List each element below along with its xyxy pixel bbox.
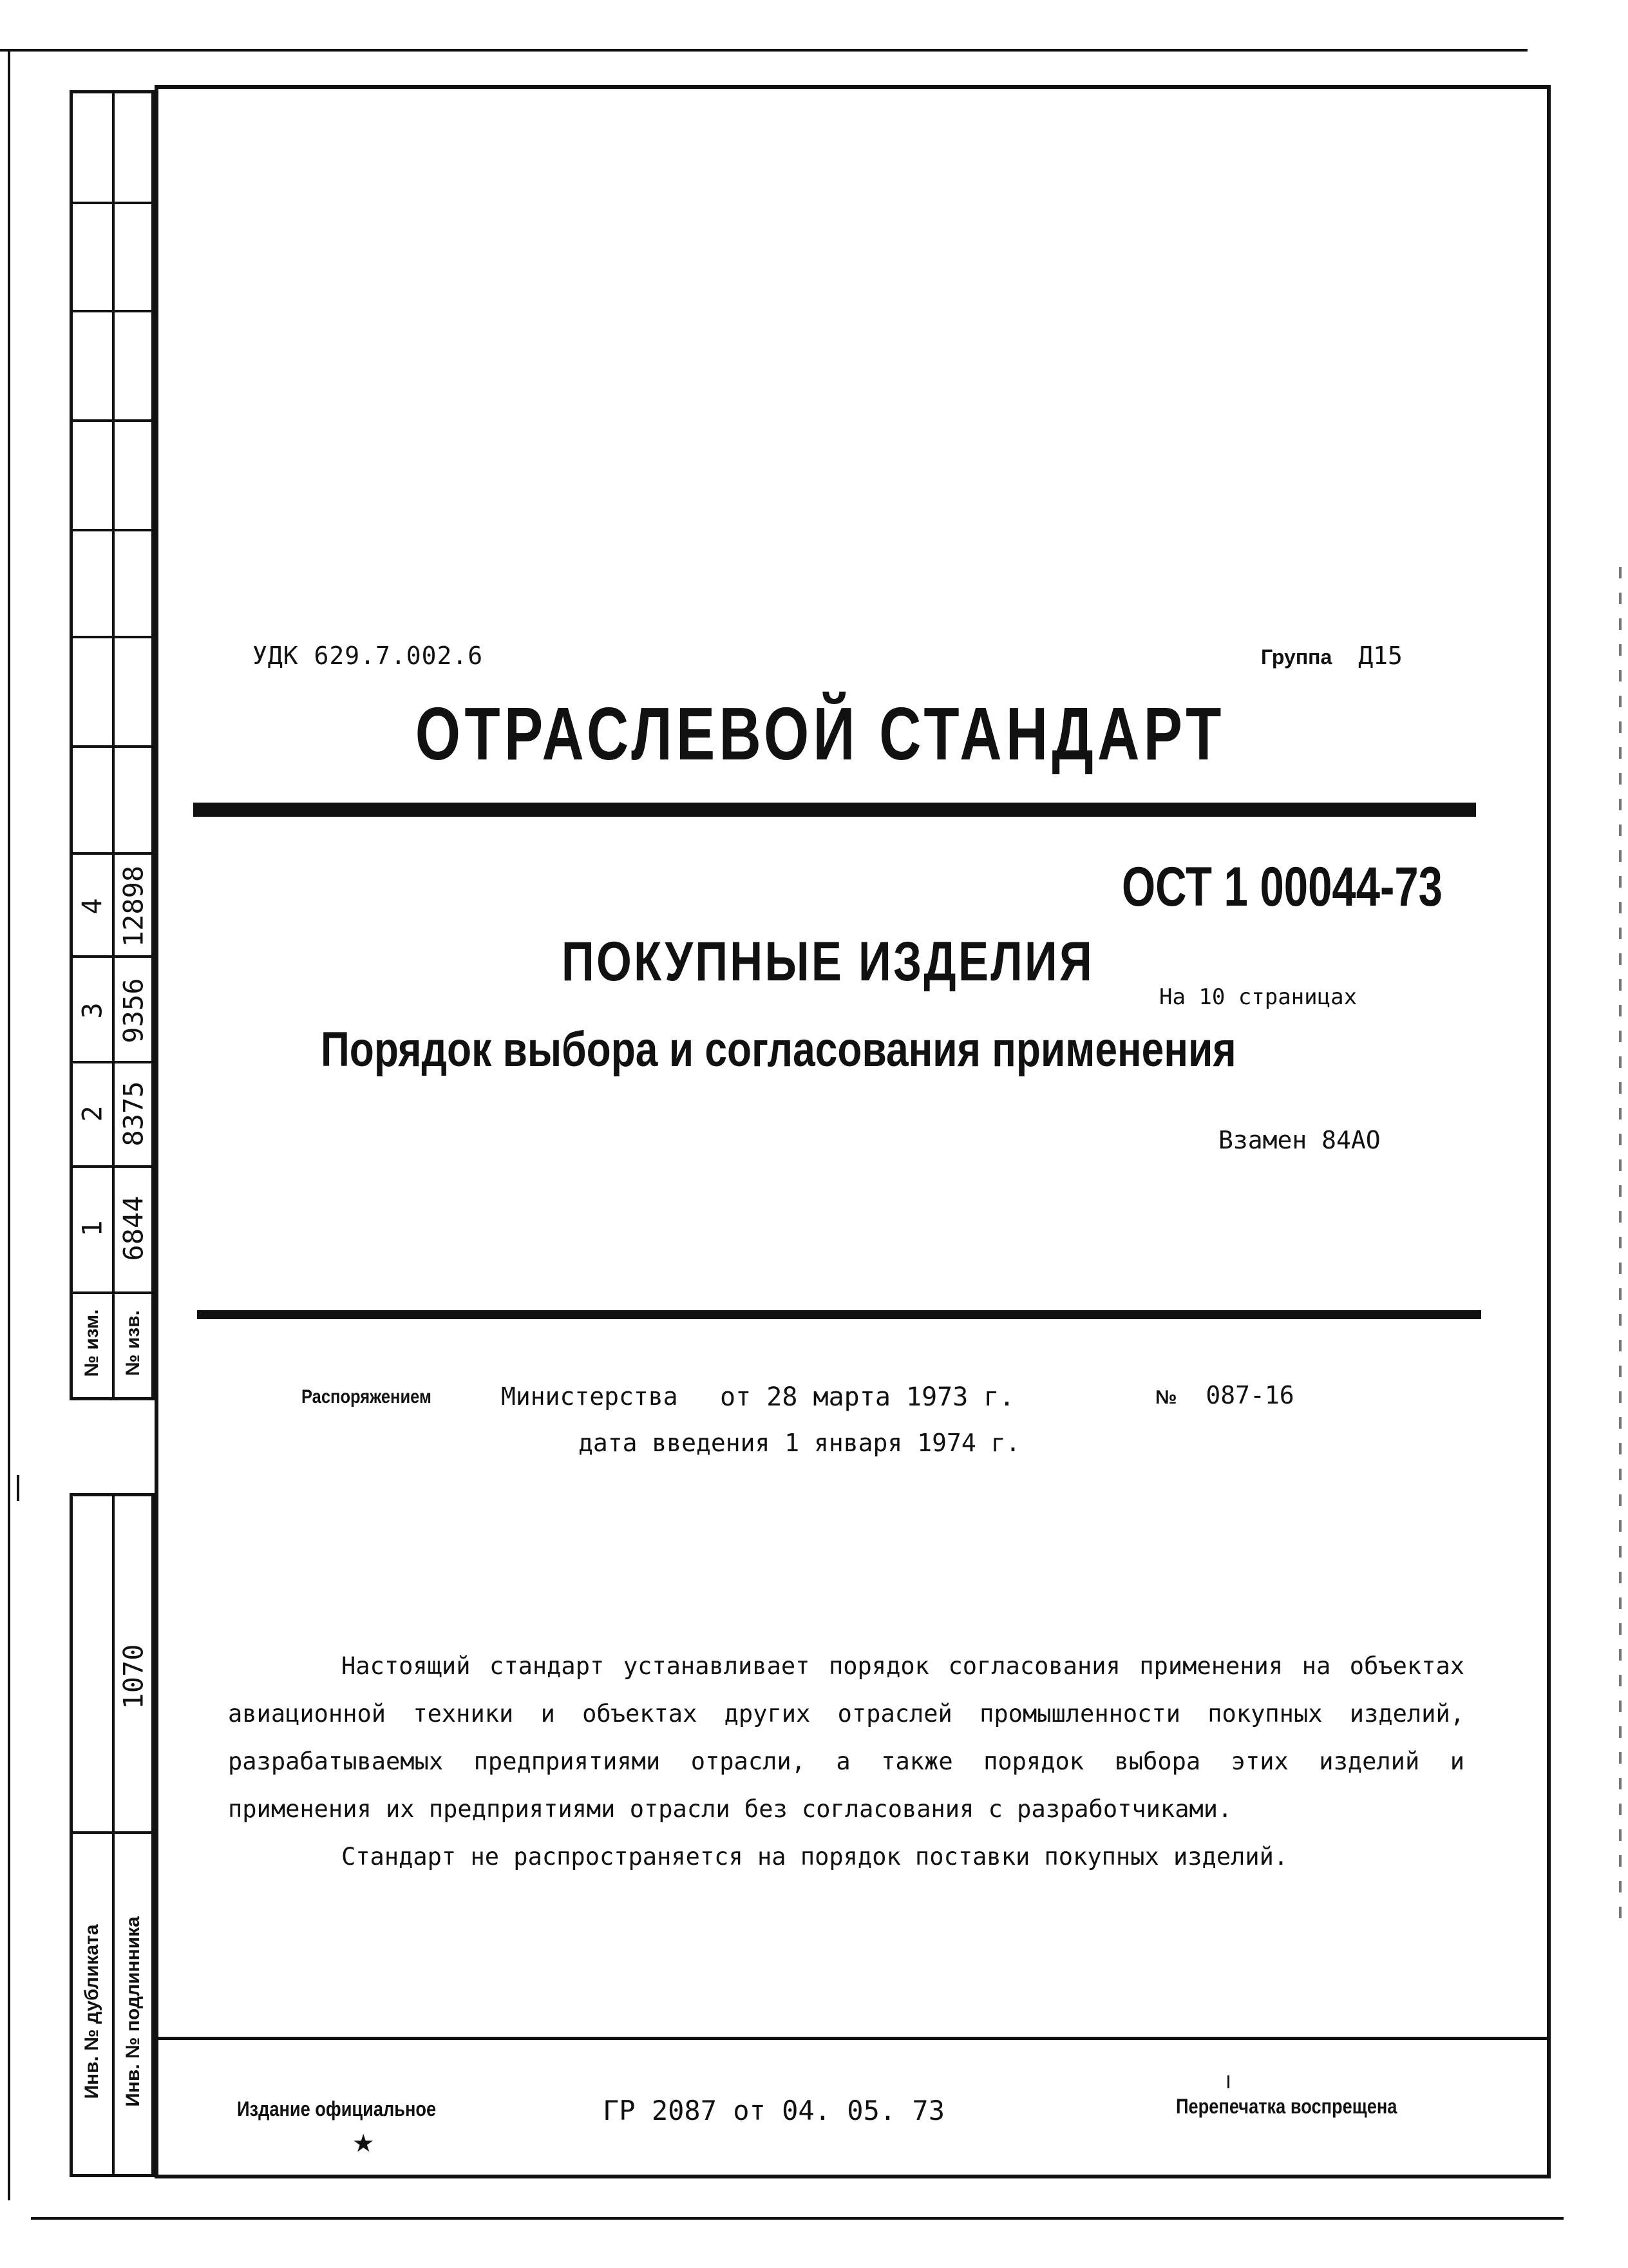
table-line <box>73 202 151 204</box>
changes-table <box>70 90 155 1400</box>
star-icon: ★ <box>353 2120 374 2160</box>
duplicate-inventory-label: Инв. № дубликата <box>81 1924 102 2099</box>
subject-heading: ПОКУПНЫЕ ИЗДЕЛИЯ <box>562 931 1094 993</box>
scan-artifact-line <box>1619 567 1622 1920</box>
page-count: На 10 страницах <box>1159 984 1358 1010</box>
table-line <box>73 1831 151 1834</box>
page-edge-bottom <box>31 2217 1564 2220</box>
standard-number: ОСТ 1 00044-73 <box>1122 856 1443 918</box>
change-number-1: 1 <box>76 1220 108 1237</box>
decree-date: от 28 марта 1973 г. <box>720 1382 1015 1412</box>
change-notice-label: № изв. <box>122 1310 144 1376</box>
body-paragraph-1: Настоящий стандарт устанавливает порядок согласования применения на объектах авиационной техники и объектах других отраслей промышленности покупных изделий, разрабатываемых предприятиями отрасли, а также порядок выбора этих изделий и применения их предприятиями отрасли без согласования с разработчиками. <box>228 1652 1464 1823</box>
replaces-note: Взамен 84АО <box>1218 1126 1381 1154</box>
table-line <box>73 955 151 958</box>
body-paragraph-2: Стандарт не распространяется на порядок поставки покупных изделий. <box>341 1843 1289 1871</box>
change-number-4: 4 <box>76 898 108 915</box>
footer-separator <box>156 2037 1549 2040</box>
table-line <box>73 529 151 531</box>
page-edge-left <box>8 49 10 2200</box>
table-line <box>73 419 151 422</box>
page-edge-top <box>0 49 1528 52</box>
udk-code: УДК 629.7.002.6 <box>252 642 484 670</box>
change-number-3: 3 <box>76 1002 108 1019</box>
decree-number-value: 087-16 <box>1206 1381 1294 1409</box>
margin-tick <box>17 1475 19 1501</box>
decree-organization: Министерства <box>501 1382 678 1411</box>
inventory-table <box>70 1493 155 2177</box>
group-value: Д15 <box>1358 642 1403 670</box>
decree-number <box>1155 1381 1294 1409</box>
original-inventory-label: Инв. № подлинника <box>122 1916 144 2107</box>
change-number-2: 2 <box>76 1105 108 1122</box>
change-notice-4: 12898 <box>117 865 149 948</box>
change-notice-3: 9356 <box>117 978 149 1043</box>
registration-number: ГР 2087 от 04. 05. 73 <box>603 2095 945 2126</box>
subtitle: Порядок выбора и согласования применения <box>321 1022 1236 1077</box>
table-line <box>73 310 151 312</box>
change-notice-1: 6844 <box>117 1196 149 1261</box>
decree-number-label: № <box>1155 1387 1177 1408</box>
introduction-date: дата введения 1 января 1974 г. <box>578 1429 1021 1457</box>
decree-label: Распоряжением <box>301 1386 431 1407</box>
section-rule <box>197 1310 1481 1319</box>
original-inventory-number: 1070 <box>117 1644 149 1710</box>
inventory-table-divider <box>112 1496 115 2174</box>
group-label: Группа <box>1261 645 1332 669</box>
change-number-label: № изм. <box>81 1309 102 1377</box>
group-code <box>1261 642 1403 670</box>
title-rule <box>193 803 1476 817</box>
official-edition-label: Издание официальное <box>237 2097 437 2120</box>
document-title: ОТРАСЛЕВОЙ СТАНДАРТ <box>415 692 1226 776</box>
reprint-tick <box>1227 2075 1229 2088</box>
table-line <box>73 1061 151 1063</box>
table-line <box>73 852 151 855</box>
change-notice-2: 8375 <box>117 1081 149 1147</box>
table-line <box>73 1291 151 1294</box>
reprint-prohibited-label: Перепечатка воспрещена <box>1176 2095 1397 2118</box>
table-line <box>73 745 151 748</box>
table-line <box>73 636 151 638</box>
table-line <box>73 1165 151 1168</box>
